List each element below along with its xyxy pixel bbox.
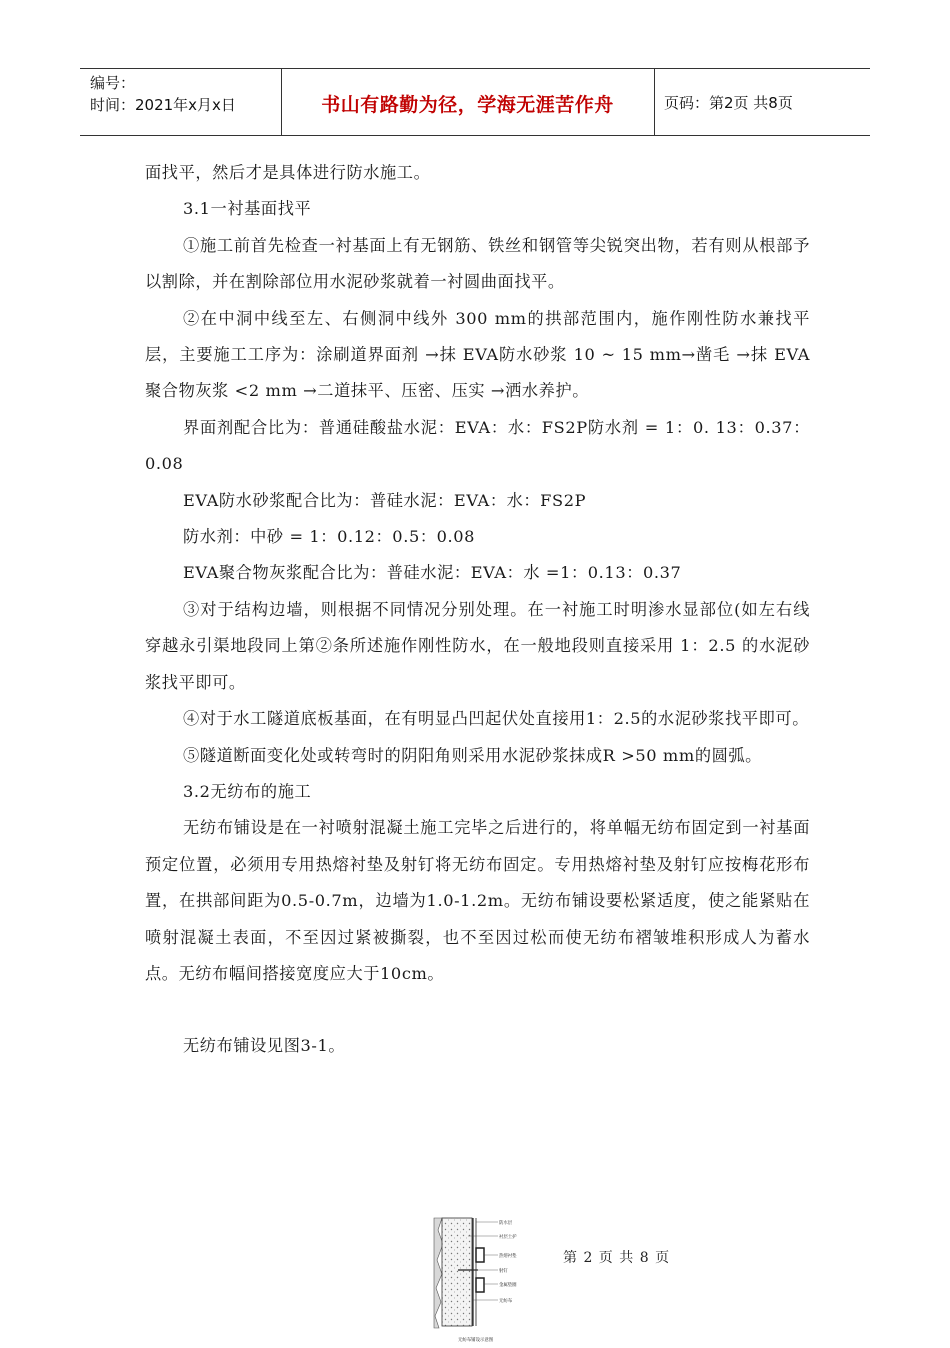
header-number-label: 编号：	[90, 74, 136, 92]
paragraph: ⑤隧道断面变化处或转弯时的阴阳角则采用水泥砂浆抹成R >50 mm的圆弧。	[183, 745, 762, 765]
section-heading: 3.2无纺布的施工	[183, 781, 312, 801]
concrete-lining	[442, 1218, 472, 1326]
figure-3-1	[432, 1216, 522, 1344]
figure-label: 防水层	[499, 1221, 513, 1226]
spacer	[145, 992, 810, 1028]
header-time-label: 时间：2021年x月x日	[90, 96, 236, 114]
paragraph: 界面剂配合比为：普通硅酸盐水泥：EVA：水：FS2P防水剂 = 1：0. 13：0.37：0.08	[145, 417, 810, 474]
paragraph: 无纺布铺设见图3-1。	[183, 1036, 346, 1056]
header-motto: 书山有路勤为径，学海无涯苦作舟	[321, 94, 614, 116]
figure-label: 衬层土护	[499, 1235, 517, 1240]
page-footer: 第 2 页 共 8 页	[563, 1250, 671, 1266]
figure-label: 无纺布	[499, 1299, 513, 1304]
paragraph: 无纺布铺设是在一衬喷射混凝土施工完毕之后进行的，将单幅无纺布固定到一衬基面预定位置，必须用专用热熔衬垫及射钉将无纺布固定。专用热熔衬垫及射钉应按梅花形布置，在拱部间距为0.5-0.7m，边墙为1.0-1.2m。无纺布铺设要松紧适度，使之能紧贴在喷射混凝土表面，不至因过紧被撕裂，也不至因过松而使无纺布褶皱堆积形成人为蓄水点。无纺布幅间搭接宽度应大于10cm。	[145, 818, 810, 983]
header-bottom-rule	[80, 135, 870, 136]
page-header	[80, 68, 870, 136]
paragraph: EVA聚合物灰浆配合比为：普硅水泥：EVA：水 =1：0.13：0.37	[183, 563, 682, 583]
header-meta	[90, 72, 236, 116]
figure-label: 射钉	[499, 1269, 508, 1274]
paragraph: 面找平，然后才是具体进行防水施工。	[145, 163, 431, 182]
paragraph: ④对于水工隧道底板基面，在有明显凸凹起伏处直接用1：2.5的水泥砂浆找平即可。	[183, 709, 810, 729]
header-divider	[654, 68, 655, 136]
figure-caption: 无纺布铺设示意图	[458, 1338, 494, 1343]
paragraph: ③对于结构边墙，则根据不同情况分别处理。在一衬施工时明渗水显部位(如左右线穿越永引渠地段同上第②条所述施作刚性防水，在一般地段则直接采用 1：2.5 的水泥砂浆找平即可。	[145, 599, 810, 692]
figure-label: 金属垫圈	[499, 1283, 517, 1288]
hot-melt-pad	[476, 1278, 484, 1292]
paragraph: ①施工前首先检查一衬基面上有无钢筋、铁丝和钢管等尖锐突出物，若有则从根部予以割除，并在割除部位用水泥砂浆就着一衬圆曲面找平。	[145, 235, 810, 292]
figure-label: 热熔衬垫	[499, 1254, 517, 1259]
figure-diagram	[432, 1216, 522, 1344]
document-body	[145, 155, 810, 1065]
header-top-rule	[80, 68, 870, 69]
paragraph: 防水剂：中砂 = 1：0.12：0.5：0.08	[183, 527, 476, 547]
paragraph: EVA防水砂浆配合比为：普硅水泥：EVA：水：FS2P	[183, 490, 587, 510]
header-page-info: 页码：第2页 共8页	[664, 94, 793, 112]
section-heading: 3.1一衬基面找平	[183, 199, 312, 219]
paragraph: ②在中洞中线至左、右侧洞中线外 300 mm的拱部范围内，施作刚性防水兼找平层，主要施工工序为：涂刷道界面剂 →抹 EVA防水砂浆 10 ~ 15 mm→凿毛 →抹 EVA聚合物灰浆 <2 mm →二道抹平、压密、压实 →洒水养护。	[145, 308, 810, 401]
hot-melt-pad	[476, 1248, 484, 1262]
